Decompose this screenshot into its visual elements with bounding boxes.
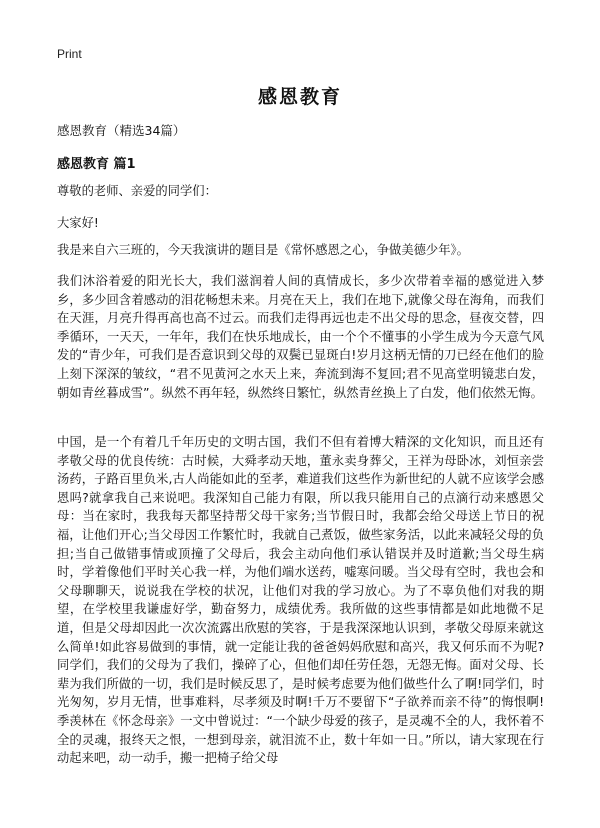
section-heading: 感恩教育 篇1 [57, 157, 136, 172]
hello-paragraph: 大家好! [57, 216, 99, 230]
body-paragraph-2: 中国，是一个有着几千年历史的文明古国，我们不但有着博大精深的文化知识，而且还有孝敬父母的优良传统：古时候，大舜孝动天地，董永卖身葬父，王祥为母卧冰，刘恒亲尝汤药，子路百里负米,古人尚能如此的至孝，难道我们这些作为新世纪的人就不应该学会感恩吗?就拿我自己来说吧。我深知自己能力有限，所以我只能用自己的点滴行动来感恩父母：当在家时，我我每天都坚持帮父母干家务;当节假日时，我都会给父母送上节日的祝福，让他们开心;当父母因工作繁忙时，我就自己煮饭，做些家务活，以此来减轻父母的负担;当自己做错事情或顶撞了父母后，我会主动向他们承认错误并及时道歉;当父母生病时，学着像他们平时关心我一样，为他们端水送药，嘘寒问暖。当父母有空时，我也会和父母聊聊天，说说我在学校的状况，让他们对我的学习放心。为了不辜负他们对我的期望，在学校里我谦虚好学，勤奋努力，成绩优秀。我所做的这些事情都是如此地微不足道，但是父母却因此一次次流露出欣慰的笑容，于是我深深地认识到，孝敬父母原来就这么简单!如此容易做到的事情，就一定能让我的爸爸妈妈欣慰和高兴，我又何乐而不为呢?同学们，我们的父母为了我们，操碎了心，但他们却任劳任怨，无怨无悔。面对父母、长辈为我们所做的一切，我们是时候反思了，是时候考虑要为他们做些什么了啊!同学们，时光匆匆，岁月无情，世事难料，尽孝须及时啊!千万不要留下“子欲养而亲不待”的悔恨啊!季羡林在《怀念母亲》一文中曾说过：“一个缺少母爱的孩子，是灵魂不全的人，我怀着不全的灵魂，报终天之恨，一想到母亲，就泪流不止，数十年如一日。”所以，请大家现在行动起来吧，动一动手，搬一把椅子给父母 [57, 435, 544, 766]
subtitle: 感恩教育（精选34篇） [57, 123, 186, 138]
body-paragraph-1: 我们沐浴着爱的阳光长大，我们滋润着人间的真情成长，多少次带着幸福的感觉进入梦乡，多少回含着感动的泪花畅想未来。月亮在天上，我们在地下,就像父母在海角，而我们在天涯，月亮升得再高也高不过云。而我们走得再远也走不出父母的思念，昼夜交替，四季循环，一天天，一年年，我们在快乐地成长，由一个个不懂事的小学生成为今天意气风发的“青少年，可我们是否意识到父母的双鬓已显斑白!岁月这柄无情的刀已经在他们的脸上刻下深深的皱纹，“君不见黄河之水天上来，奔流到海不复回;君不见高堂明镜悲白发，朝如青丝暮成雪”。纵然不再年轻，纵然终日繁忙，纵然青丝换上了白发，他们依然无悔。 [57, 274, 544, 400]
intro-paragraph: 我是来自六三班的，今天我演讲的题目是《常怀感恩之心，争做美德少年》。 [57, 243, 469, 257]
greeting-paragraph: 尊敬的老师、亲爱的同学们： [57, 184, 217, 198]
page-title: 感恩教育 [257, 86, 342, 108]
print-link[interactable]: Print [57, 47, 82, 61]
